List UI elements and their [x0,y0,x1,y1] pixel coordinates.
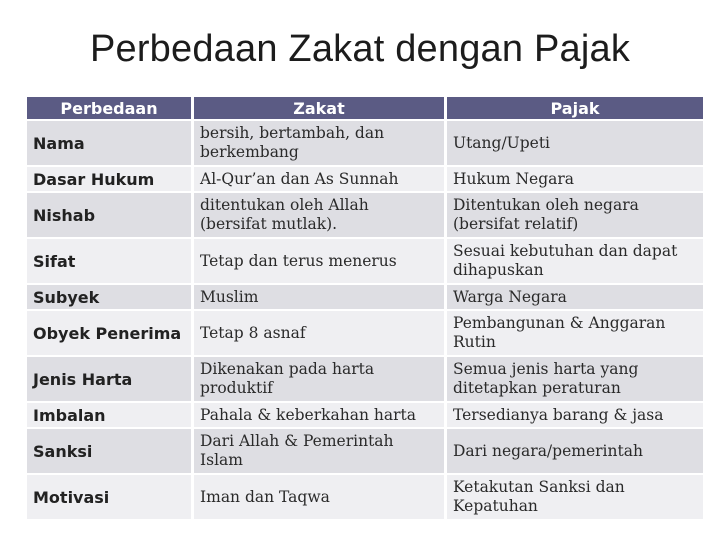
pajak-cell: Hukum Negara [447,167,703,191]
table-row [27,121,703,165]
table-row [27,403,703,427]
header-pajak: Pajak [447,97,703,119]
table-row [27,475,703,519]
pajak-cell: Tersedianya barang & jasa [447,403,703,427]
row-label: Dasar Hukum [27,167,191,191]
pajak-cell: Ketakutan Sanksi dan Kepatuhan [447,475,703,519]
row-label: Jenis Harta [27,357,191,401]
table-row [27,429,703,473]
zakat-cell: Tetap dan terus menerus [194,239,444,283]
row-label: Imbalan [27,403,191,427]
table-header-row [27,97,703,119]
table-row [27,285,703,309]
zakat-cell: Iman dan Taqwa [194,475,444,519]
zakat-cell: Dikenakan pada harta produktif [194,357,444,401]
zakat-cell: Dari Allah & Pemerintah Islam [194,429,444,473]
row-label: Nishab [27,193,191,237]
pajak-cell: Semua jenis harta yang ditetapkan peraturan [447,357,703,401]
slide-title: Perbedaan Zakat dengan Pajak [89,28,631,70]
pajak-cell: Utang/Upeti [447,121,703,165]
row-label: Sanksi [27,429,191,473]
row-label: Motivasi [27,475,191,519]
row-label: Subyek [27,285,191,309]
zakat-cell: Tetap 8 asnaf [194,311,444,355]
table-row [27,167,703,191]
zakat-cell: Muslim [194,285,444,309]
zakat-cell: Pahala & keberkahan harta [194,403,444,427]
row-label: Sifat [27,239,191,283]
table-row [27,239,703,283]
zakat-cell: Al-Qur’an dan As Sunnah [194,167,444,191]
pajak-cell: Sesuai kebutuhan dan dapat dihapuskan [447,239,703,283]
table-row [27,193,703,237]
pajak-cell: Warga Negara [447,285,703,309]
row-label: Nama [27,121,191,165]
pajak-cell: Dari negara/pemerintah [447,429,703,473]
row-label: Obyek Penerima [27,311,191,355]
header-zakat: Zakat [194,97,444,119]
table-row [27,357,703,401]
table-row [27,311,703,355]
pajak-cell: Pembangunan & Anggaran Rutin [447,311,703,355]
comparison-table [24,95,706,521]
zakat-cell: bersih, bertambah, dan berkembang [194,121,444,165]
pajak-cell: Ditentukan oleh negara (bersifat relatif) [447,193,703,237]
zakat-cell: ditentukan oleh Allah (bersifat mutlak). [194,193,444,237]
header-perbedaan: Perbedaan [27,97,191,119]
